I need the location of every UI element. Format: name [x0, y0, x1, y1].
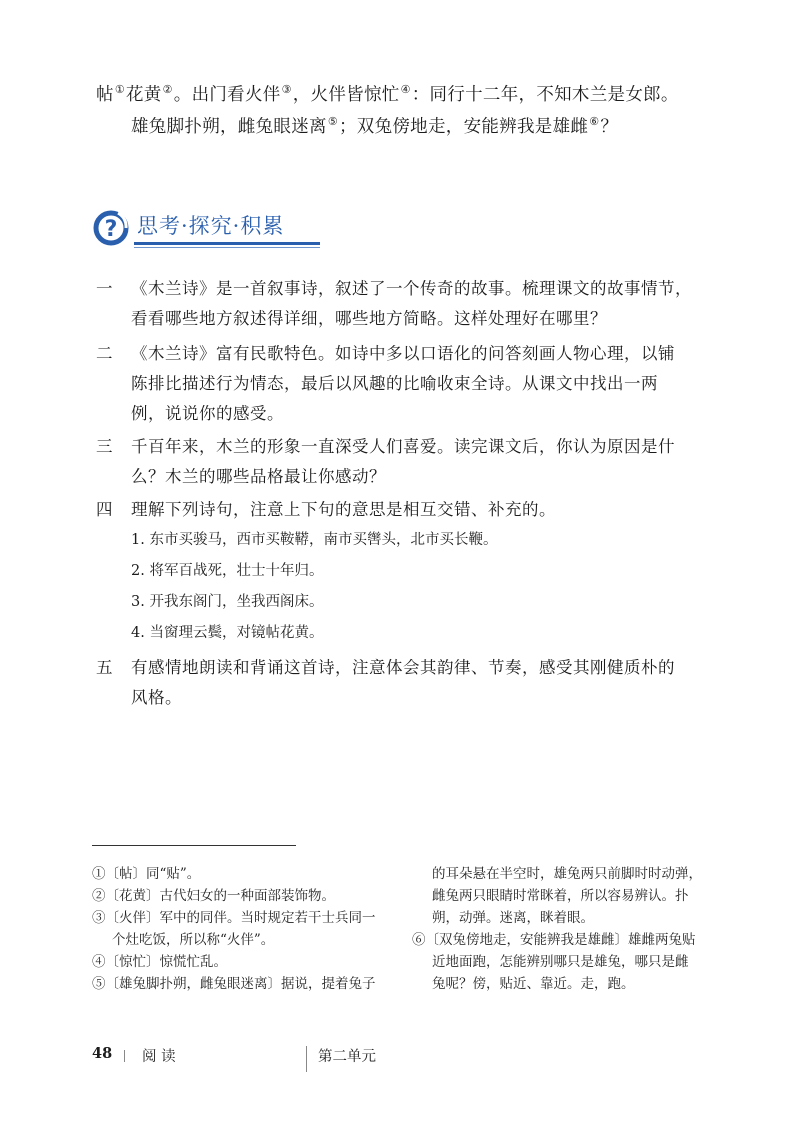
question-1-line: 《木兰诗》是一首叙事诗，叙述了一个传奇的故事。梳理课文的故事情节，: [131, 279, 692, 298]
question-5-line: 风格。: [131, 688, 182, 707]
footnote: ②〔花黄〕古代妇女的一种面部装饰物。: [92, 888, 335, 904]
footnote: 朔，动弹。迷离，眯着眼。: [432, 910, 594, 926]
section-title: 思考·探究·积累: [137, 214, 285, 238]
footnote: ③〔火伴〕军中的同伴。当时规定若干士兵同一: [92, 910, 376, 926]
footnote: 雌兔两只眼睛时常眯着，所以容易辨认。扑: [432, 888, 689, 904]
question-1-line: 看看哪些地方叙述得详细，哪些地方简略。这样处理好在哪里？: [131, 309, 607, 328]
question-3-line: 么？木兰的哪些品格最让你感动？: [131, 467, 386, 486]
sub-item: 1. 东市买骏马，西市买鞍鞯，南市买辔头，北市买长鞭。: [131, 532, 498, 548]
footnote: 的耳朵悬在半空时，雄兔两只前脚时时动弹，: [432, 866, 702, 882]
section-header: [92, 207, 324, 251]
footnote-ref-3[interactable]: ③: [281, 83, 292, 96]
footnote-ref-4[interactable]: ④: [400, 83, 411, 96]
footnote-ref-2[interactable]: ②: [162, 83, 173, 96]
question-number: 二: [96, 344, 113, 363]
footer-divider: [124, 1050, 125, 1062]
question-number: 三: [96, 437, 113, 456]
footnote: ①〔帖〕同“贴”。: [92, 866, 201, 882]
section-underline: [134, 242, 320, 245]
footnote: ⑥〔双兔傍地走，安能辨我是雄雌〕雄雌两兔贴: [412, 932, 696, 948]
question-number: 一: [96, 279, 113, 298]
footnote: ④〔惊忙〕惊慌忙乱。: [92, 954, 227, 970]
question-number: 四: [96, 500, 113, 519]
question-5-line: 有感情地朗读和背诵这首诗，注意体会其韵律、节奏，感受其刚健质朴的: [131, 658, 675, 677]
footnote-ref-1[interactable]: ①: [114, 83, 125, 96]
poem-line-1: 帖①花黄②。出门看火伴③，火伴皆惊忙④：同行十二年，不知木兰是女郎。: [96, 83, 679, 105]
footer-unit: 第二单元: [318, 1049, 376, 1065]
question-2-line: 例，说说你的感受。: [131, 404, 284, 423]
footnote-ref-6[interactable]: ⑥: [589, 115, 600, 128]
footnote-ref-5[interactable]: ⑤: [327, 115, 338, 128]
question-4-line: 理解下列诗句，注意上下句的意思是相互交错、补充的。: [131, 500, 556, 519]
sub-item: 2. 将军百战死，壮士十年归。: [131, 563, 324, 579]
footnote-divider: [92, 845, 296, 846]
poem-line-2: 雄兔脚扑朔，雌兔眼迷离⑤；双兔傍地走，安能辨我是雄雌⑥？: [131, 115, 619, 137]
footnote: ⑤〔雄兔脚扑朔，雌兔眼迷离〕据说，提着兔子: [92, 976, 376, 992]
footer-section: 阅 读: [142, 1049, 176, 1065]
question-2-line: 陈排比描述行为情态，最后以风趣的比喻收束全诗。从课文中找出一两: [131, 374, 658, 393]
svg-text:?: ?: [104, 217, 118, 242]
sub-item: 3. 开我东阁门，坐我西阁床。: [131, 594, 324, 610]
page-number: 48: [92, 1045, 113, 1062]
footnote: 个灶吃饭，所以称“火伴”。: [112, 932, 275, 948]
question-3-line: 千百年来，木兰的形象一直深受人们喜爱。读完课文后，你认为原因是什: [131, 437, 675, 456]
question-2-line: 《木兰诗》富有民歌特色。如诗中多以口语化的问答刻画人物心理，以铺: [131, 344, 675, 363]
footnote: 近地面跑，怎能辨别哪只是雄兔，哪只是雌: [432, 954, 689, 970]
footnote: 兔呢？傍，贴近、靠近。走，跑。: [432, 976, 635, 992]
question-circle-icon: [92, 207, 132, 247]
section-underline-thin: [134, 247, 320, 248]
footer-divider: [306, 1046, 307, 1072]
sub-item: 4. 当窗理云鬓，对镜帖花黄。: [131, 625, 324, 641]
question-number: 五: [96, 658, 113, 677]
